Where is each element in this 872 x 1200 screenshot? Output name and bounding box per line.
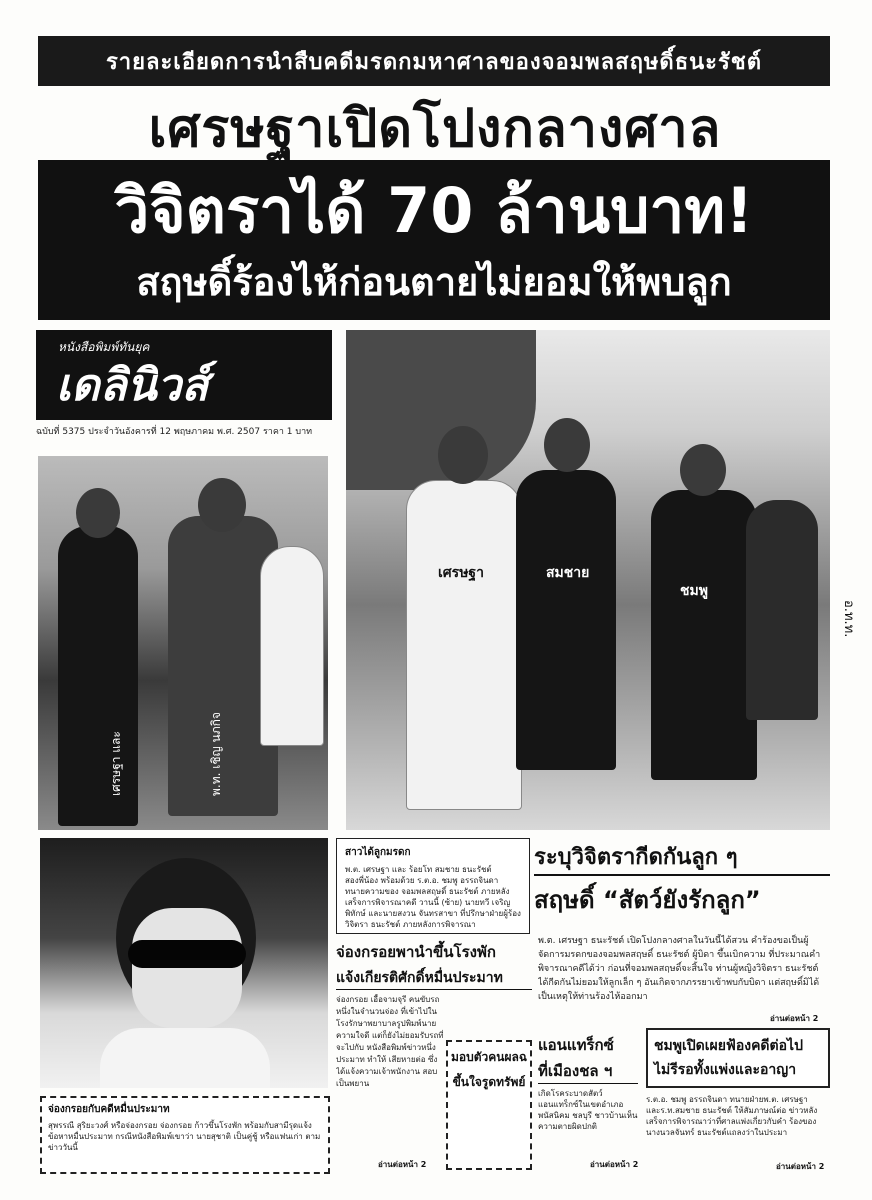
figure-somchai xyxy=(516,470,616,770)
section-lower-right-headbox xyxy=(646,1028,830,1088)
section-middle-head1: จ่องกรอยพานำขึ้นโรงพัก xyxy=(336,943,496,961)
issue-line: ฉบับที่ 5375 ประจำวันอังคารที่ 12 พฤษภาคม พ.ศ. 2507 ราคา 1 บาท xyxy=(36,427,313,437)
section-lower-right-head1: ชมพูเปิดเผยฟ้องคดีต่อไป xyxy=(654,1038,803,1054)
photo-caption-1: เศรษฐา และ xyxy=(109,731,123,796)
photo-main-group xyxy=(346,330,830,830)
photo-left-men xyxy=(38,456,328,830)
section-right-head2: สฤษดิ์ “สัตว์ยังรักลูก” xyxy=(534,886,761,914)
section-middle-head2: แจ้งเกียรติศักดิ์หมื่นประมาท xyxy=(336,966,532,990)
figure-shoulders xyxy=(100,1028,270,1088)
figure-chompoo xyxy=(651,490,757,780)
section-lower-middle-head1: แอนแทร็กซ์ xyxy=(538,1036,614,1054)
section-right-body: พ.ต. เศรษฐา ธนะรัชต์ เปิดโปงกลางศาลในวันนี้ได้สวน คำร้องขอเป็นผู้จัดการมรดกของจอมพลสฤษดิ์ ธนะรัชต์ ผู้บิดา ขึ้นเบิกความ ที่ประมาณคำพิจารณาคดีได้ว่า ก่อนที่จอมพลสฤษดิ์จะสิ้นใจ ท่านผู้หญิงวิจิตรา ธนะรัชต์ ได้กีดกันไม่ยอมให้ลูกเล็ก ๆ อันเกิดจากภรรยาเข้าพบกับบิดา แต่สฤษดิ์มิได้ เป็นเหตุให้ท่านร้องไห้ออกมา xyxy=(538,936,821,1002)
headline-block xyxy=(38,160,830,320)
ad-box xyxy=(446,1040,532,1170)
figure-head xyxy=(438,426,488,484)
section-lower-right-body: ร.ต.อ. ชมพู อรรถจินดา ทนายฝ่ายพ.ต. เศรษฐา และร.ท.สมชาย ธนะรัชต์ ให้สัมภาษณ์ต่อ ข่าวหลังเสร็จการพิจารณาว่าที่ศาลแพ่งเกี่ยวกับคำ ร้องของนางนวลจันทร์ ธนะรัชต์แถลงว่าในประมา xyxy=(646,1095,818,1137)
figure-head xyxy=(544,418,590,472)
photo-woman xyxy=(40,838,328,1088)
section-lower-middle-body: เกิดโรคระบาดสัตว์ แอนแทร็กซ์ในเขตอำเภอ พนัสนิคม ชลบุรี ชาวบ้านเห็นความตายผิดปกติ xyxy=(538,1089,638,1131)
caption-box-body: พ.ต. เศรษฐา และ ร้อยโท สมชาย ธนะรัชต์ สองพี่น้อง พร้อมด้วย ร.ต.อ. ชมพู อรรถจินดา ทนายความของ จอมพลสฤษดิ์ ธนะรัชต์ ภายหลังเสร็จการพิจารณาคดี วานนี้ (ซ้าย) นายทวี เจริญพิทักษ์ และนายสงวน จันทรสาขา ที่ปรึกษาฝ่ายผู้ร้อง วิจิตรา ธนะรัชต์ ภายหลังการพิจารณา xyxy=(345,865,521,929)
label-somchai: สมชาย xyxy=(546,565,590,581)
read-more-ref: อ่านต่อหน้า 2 xyxy=(776,1162,825,1171)
section-lower-middle-head2: ที่เมืองชล ฯ xyxy=(538,1058,638,1084)
figure-man-left xyxy=(58,526,138,826)
headline-tertiary: สฤษดิ์ร้องไห้ก่อนตายไม่ยอมให้พบลูก xyxy=(136,260,732,304)
label-settha: เศรษฐา xyxy=(438,565,485,581)
figure-face xyxy=(132,908,242,1028)
side-mark: อ.ท.ท. xyxy=(841,600,856,638)
box-bottom-left-title: จ่องกรอยกับคดีหมื่นประมาท xyxy=(48,1104,170,1115)
box-bottom-left-body: สุพรรณี สุริยะวงศ์ หรือจ่องกรอย จ่องกรอย ก้าวขึ้นโรงพัก พร้อมกับสามีรุดแจ้งข้อหาหมื่นประมาท กรณีหนังสือพิมพ์เขาว่า นายสุชาติ เป็นคู่ชู้ หรือแฟนเก่า ตามข่าววันนี้ xyxy=(48,1121,321,1152)
masthead-name: เดลินิวส์ xyxy=(56,360,209,411)
label-chompoo: ชมพู xyxy=(680,583,708,599)
section-lower-right-head2: ไม่รีรอทั้งแพ่งและอาญา xyxy=(654,1062,797,1078)
read-more-ref: อ่านต่อหน้า 2 xyxy=(770,1014,819,1023)
top-banner: รายละเอียดการนำสืบคดีมรดกมหาศาลของจอมพลสฤษดิ์ธนะรัชต์ xyxy=(38,36,830,86)
figure-head xyxy=(680,444,726,496)
read-more-ref: อ่านต่อหน้า 2 xyxy=(590,1160,639,1169)
masthead-tagline: หนังสือพิมพ์ทันยุค xyxy=(58,340,150,354)
caption-box-title: สาวได้ลูกมรดก xyxy=(345,847,411,858)
headline-secondary: วิจิตราได้ 70 ล้านบาท! xyxy=(114,174,754,247)
box-bottom-left xyxy=(40,1096,330,1174)
figure-head xyxy=(198,478,246,532)
photo-caption-2: พ.ท. เชิญ นภกิจ xyxy=(209,712,223,796)
sunglasses-icon xyxy=(128,940,246,968)
ad-line2: ขึ้นใจรูดทรัพย์ xyxy=(452,1075,526,1089)
headline-main: เศรษฐาเปิดโปงกลางศาล xyxy=(148,99,722,159)
figure-woman xyxy=(260,546,324,746)
section-middle-body: จ่องกรอย เอื้อจามจุรี คนขับรถ หนึ่งในจำนวนจ่อง ที่เข้าไปในโรงรักษาพยาบาลรูปพิมพ์นาย ความใจดี แต่ก็ยังไม่ยอมรับรถที่จะไปกับ หนังสือพิมพ์ข่าวหนึ่งประมาท ทำให้ เสียหายต่อ ซึ่งได้แจ้งความเจ้าพนักงาน สอบเป็นพยาน xyxy=(336,995,444,1088)
caption-box-center xyxy=(336,838,530,934)
masthead xyxy=(36,330,332,420)
figure-bystander xyxy=(746,500,818,720)
figure-head xyxy=(76,488,120,538)
section-right-head1: ระบุวิจิตรากีดกันลูก ๆ xyxy=(534,840,830,876)
ad-line1: มอบตัวคนผลฉ xyxy=(450,1050,528,1064)
figure-settha xyxy=(406,480,522,810)
read-more-ref: อ่านต่อหน้า 2 xyxy=(378,1160,427,1169)
